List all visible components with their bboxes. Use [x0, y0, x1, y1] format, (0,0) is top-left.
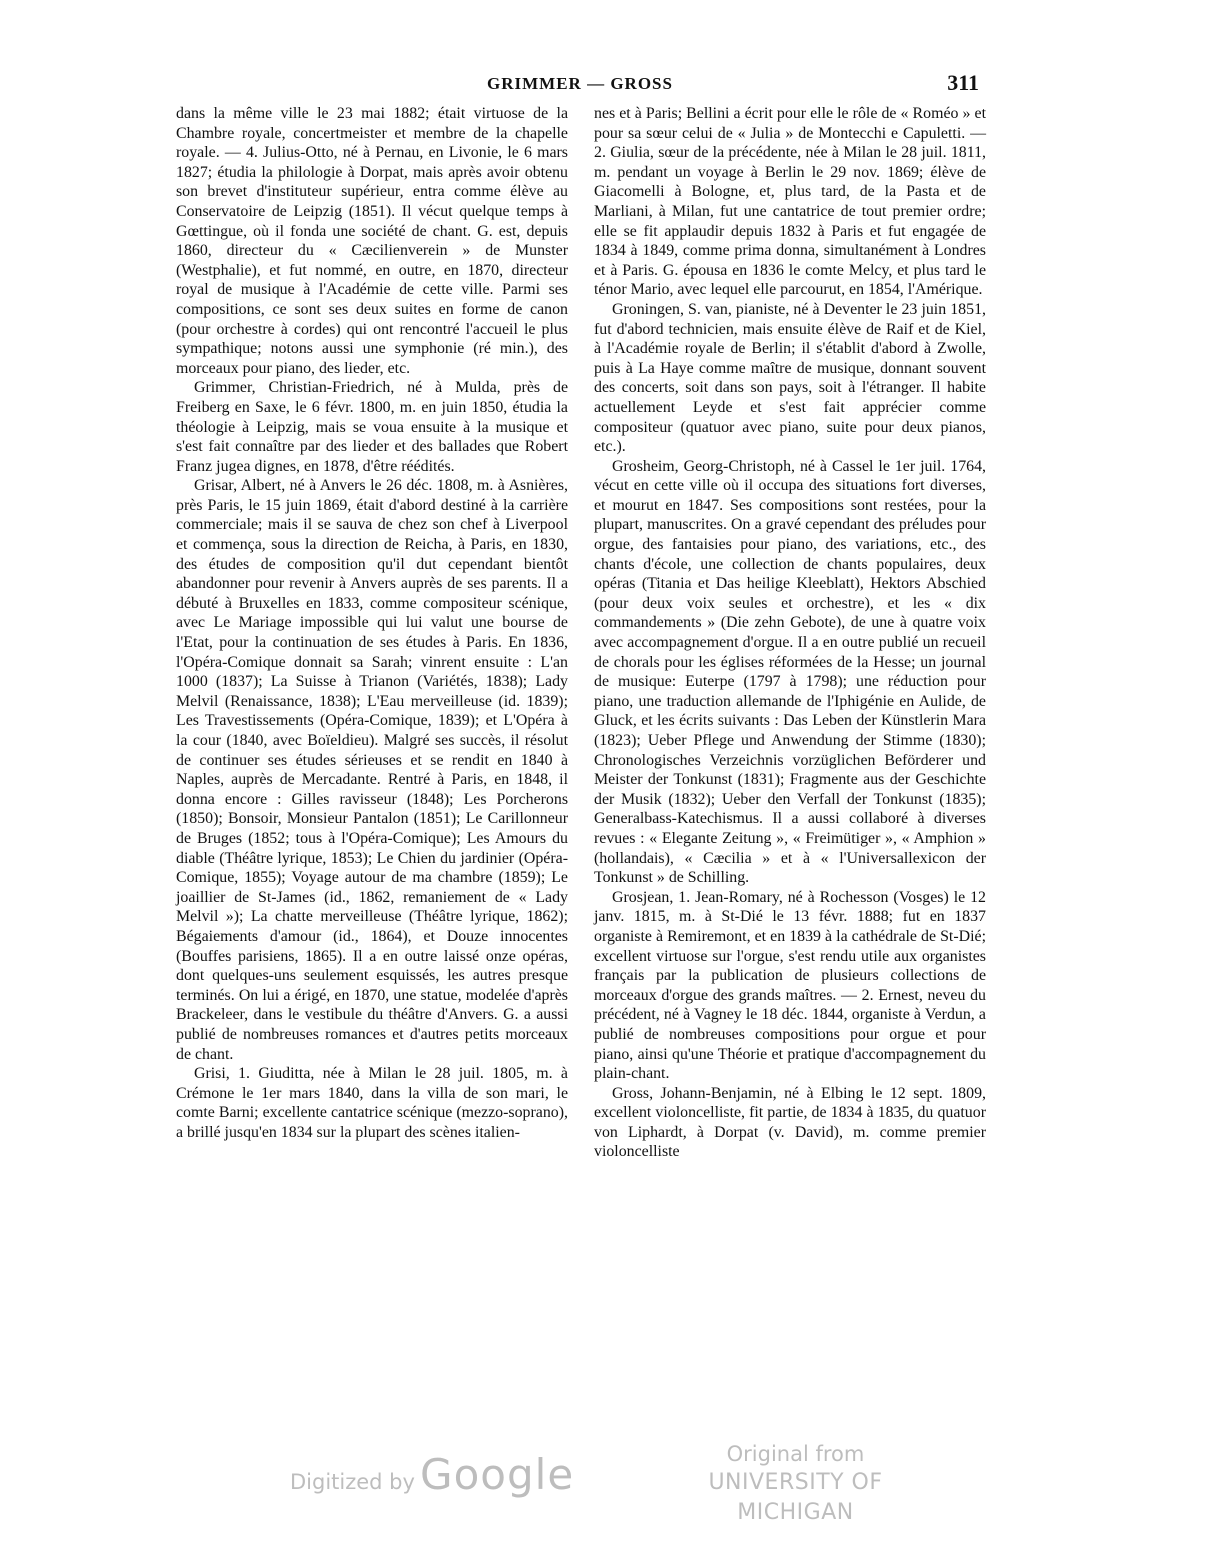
entry-paragraph: nes et à Paris; Bellini a écrit pour elle le rôle de « Roméo » et pour sa sœur celui de « Julia » de Montecchi e Capuletti. — 2. Giulia, sœur de la précédente, née à Milan le 28 juil. 1811, m. pendant un voyage à Berlin le 29 nov. 1869; élève de Giacomelli à Bologne, et, plus tard, de la Pasta et de Marliani, à Milan, fut une cantatrice de tout premier ordre; elle se fit applaudir depuis 1832 à Paris et fut engagée de 1834 à 1849, comme prima donna, simultanément à Londres et à Paris. G. épousa en 1836 le comte Melcy, et plus tard le ténor Mario, avec lequel elle parcourut, en 1854, l'Amérique. [594, 105, 986, 299]
entry-groningen: Groningen, S. van, pianiste, né à Deventer le 23 juin 1851, fut d'abord technicien, mais ensuite élève de Raif et de Kiel, à l'Académie royale de Berlin; il s'établit d'abord à Zwolle, puis à La Haye comme maître de musique, donnant souvent des concerts, soit dans son pays, soit à l'étranger. Il habite actuellement Leyde et s'est fait apprécier comme compositeur (quatuor avec piano, suite pour deux pianos, etc.). [594, 300, 986, 456]
digitized-prefix: Digitized by [290, 1470, 415, 1494]
entry-gross: Gross, Johann-Benjamin, né à Elbing le 12 sept. 1809, excellent violoncelliste, fit partie, de 1834 à 1835, du quatuor von Liphardt, à Dorpat (v. David), m. comme premier violoncelliste [594, 1084, 986, 1161]
entry-grisar: Grisar, Albert, né à Anvers le 26 déc. 1808, m. à Asnières, près Paris, le 15 juin 1869, était d'abord destiné à la carrière commerciale; mais il se sauva de chez son chef à Liverpool et commença, sous la direction de Reicha, à Paris, en 1830, des études de composition qu'il dut cependant bientôt abandonner pour revenir à Anvers auprès de ses parents. Il a débuté à Bruxelles en 1833, comme compositeur scénique, avec Le Mariage impossible qui lui valut une bourse de l'Etat, pour la continuation de ses études à Paris. En 1836, l'Opéra-Comique donnait sa Sarah; vinrent ensuite : L'an 1000 (1837); La Suisse à Trianon (Variétés, 1838); Lady Melvil (Renaissance, 1838); L'Eau merveilleuse (id. 1839); Les Travestissements (Opéra-Comique, 1839); et L'Opéra à la cour (1840, avec Boïeldieu). Malgré ses succès, il résolut de continuer ses études sérieuses et se rendit en 1840 à Naples, auprès de Mercadante. Rentré à Paris, en 1848, il donna encore : Gilles ravisseur (1848); Les Porcherons (1850); Bonsoir, Monsieur Pantalon (1851); Le Carillonneur de Bruges (1852; tous à l'Opéra-Comique); Les Amours du diable (Théâtre lyrique, 1853); Le Chien du jardinier (Opéra-Comique, 1855); Voyage autour de ma chambre (1859); Le joaillier de St-James (id., 1862, remaniement de « Lady Melvil »); La chatte merveilleuse (Théâtre lyrique, 1862); Bégaiements d'amour (id., 1864), et Douze innocentes (Bouffes parisiens, 1865). Il a en outre laissé onze opéras, dont quelques-uns seulement esquissés, les autres presque terminés. On lui a érigé, en 1870, une statue, modelée d'après Brackeleer, dans le vestibule du théâtre d'Anvers. G. a aussi publié de nombreuses romances et d'autres petits morceaux de chant. [176, 477, 568, 1063]
library-watermark [668, 1440, 923, 1528]
original-from-text: Original from [726, 1442, 865, 1466]
running-title: GRIMMER — GROSS [487, 74, 673, 93]
entry-paragraph: dans la même ville le 23 mai 1882; était virtuose de la Chambre royale, concertmeister et membre de la chapelle royale. — 4. Julius-Otto, né à Pernau, en Livonie, le 6 mars 1827; étudia la philologie à Dorpat, mais après avoir obtenu son brevet d'instituteur supérieur, entra comme élève au Conservatoire de Leipzig (1851). Il vécut quelque temps à Gœttingue, où il fonda une société de chant. G. est, depuis 1860, directeur du « Cæcilienverein » de Munster (Westphalie), et fut nommé, en outre, en 1870, directeur royal de musique à l'Académie de cette ville. Parmi ses compositions, ce sont ses deux suites en forme de canon (pour orchestre à cordes) qui ont rencontré l'accueil le plus sympathique; notons aussi une symphonie (ré min.), des morceaux pour piano, des lieder, etc. [176, 105, 568, 377]
google-watermark [290, 1450, 574, 1499]
digitization-footer [0, 1440, 1207, 1525]
running-header [175, 70, 985, 100]
university-name: UNIVERSITY OF MICHIGAN [708, 1470, 883, 1525]
entry-grisi: Grisi, 1. Giuditta, née à Milan le 28 juil. 1805, m. à Crémone le 1er mars 1840, dans la villa de son mari, le comte Barni; excellente cantatrice scénique (mezzo-soprano), a brillé jusqu'en 1834 sur la plupart des scènes italien- [176, 1065, 568, 1141]
entry-grosheim: Grosheim, Georg-Christoph, né à Cassel le 1er juil. 1764, vécut en cette ville où il occupa des situations fort diverses, et mourut en 1847. Ses compositions sont restées, pour la plupart, manuscrites. On a gravé cependant des préludes pour orgue, des fantaisies pour piano, des variations, etc., des chants d'école, une collection de chants populaires, deux opéras (Titania et Das heilige Kleeblatt), Hektors Abschied (pour deux voix seules et orchestre), et les « dix commandements » (Die zehn Gebote), de une à quatre voix avec accompagnement d'orgue. Il a en outre publié un recueil de chorals pour les églises réformées de la Hesse; un journal de musique: Euterpe (1797 à 1798); une réduction pour piano, une traduction allemande de l'Iphigénie en Aulide, de Gluck, et les écrits suivants : Das Leben der Künstlerin Mara (1823); Ueber Pflege und Anwendung der Stimme (1830); Chronologisches Verzeichnis vorzüglichen Beförderer und Meister der Tonkunst (1831); Fragmente aus der Geschichte der Musik (1832); Ueber den Verfall der Tonkunst (1835); Generalbass-Katechismus. Il a aussi collaboré à diverses revues : « Elegante Zeitung », « Freimütiger », « Amphion » (hollandais), « Cæcilia » et à « l'Universallexicon der Tonkunst » de Schilling. [594, 457, 986, 887]
entry-grosjean: Grosjean, 1. Jean-Romary, né à Rochesson (Vosges) le 12 janv. 1815, m. à St-Dié le 13 févr. 1888; fut en 1837 organiste à Remiremont, et en 1839 à la cathédrale de St-Dié; excellent virtuose sur l'orgue, s'est rendu utile aux organistes français par la publication de plusieurs collections de morceaux d'orgue des grands maîtres. — 2. Ernest, neveu du précédent, né à Vagney le 18 déc. 1844, organiste à Verdun, a publié de nombreuses compositions pour orgue et pour piano, ainsi qu'une Théorie et pratique d'accompagnement du plain-chant. [594, 888, 986, 1083]
entry-grimmer: Grimmer, Christian-Friedrich, né à Mulda, près de Freiberg en Saxe, le 6 févr. 1800, m. en juin 1850, étudia la théologie à Leipzig, mais se voua ensuite à la musique et s'est fait connaître par des lieder et des ballades que Robert Franz jugea dignes, en 1878, d'être réédités. [176, 379, 568, 475]
page-number: 311 [947, 70, 979, 95]
right-column [594, 104, 986, 1162]
google-logo: Google [420, 1450, 575, 1499]
left-column [176, 104, 568, 1142]
